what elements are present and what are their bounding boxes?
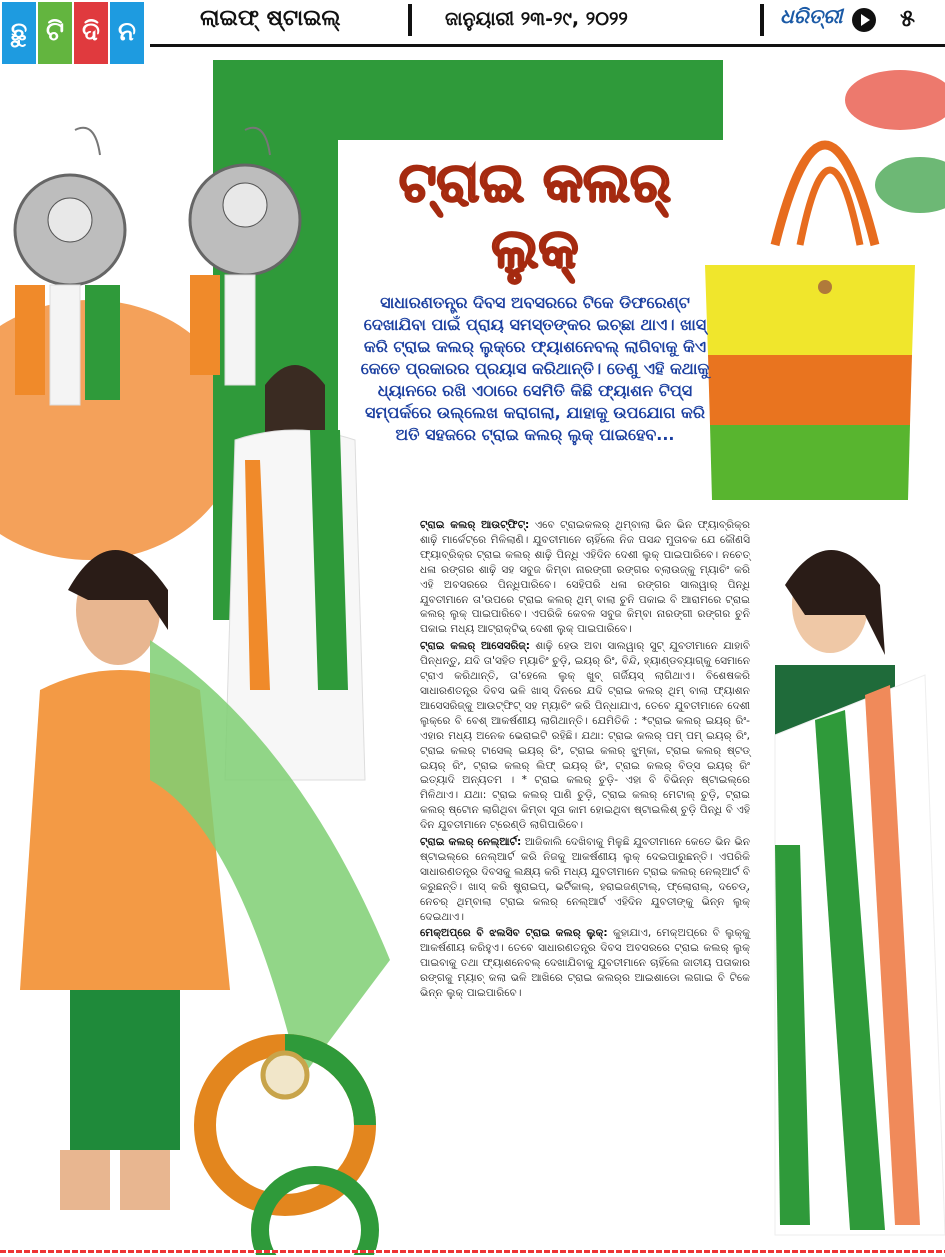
headline-line: ଲୁକ୍ (491, 217, 579, 280)
model-tricolor-saree-image (755, 545, 945, 1245)
play-icon (852, 8, 876, 32)
section-title: ଲାଇଫ୍ ଷ୍ଟାଇଲ୍ (200, 6, 341, 31)
article-body (420, 518, 750, 1003)
article-paragraph (420, 926, 750, 1001)
brand-logo: ଧରିତ୍ରୀ (780, 4, 843, 28)
divider (408, 4, 412, 36)
issue-date: ଜାନୁୟାରୀ ୨୩-୨୯, ୨୦୨୨ (445, 8, 628, 30)
article-paragraph (420, 639, 750, 833)
header-rule (150, 44, 945, 47)
article-text: କୁହାଯାଏ, ମେକ୍‌ଅପ୍‌ରେ ବି ଲୁକ୍‌କୁ ଆକର୍ଷଣୀୟ କରିହୁଏ। ତେବେ ସାଧାରଣତନ୍ତ୍ର ଦିବସ ଅବସରରେ ଟ୍ରାଇ କଲର୍ ଲୁକ୍ ପାଇବାକୁ ତଥା ଫ୍ୟାଶନେବଲ୍ ଦେଖାଯିବାକୁ ଯୁବତୀମାନେ ଚାହିଁଲେ ଜାତୀୟ ପତାକାର ରଙ୍ଗକୁ ମ୍ୟାଚ୍ କଲା ଭଳି ଆଖିରେ ଟ୍ରାଇ କଲର୍‌ର ଆଇଶାଡୋ ଲଗାଇ ବି ଟିକେ ଭିନ୍ନ ଲୁକ୍ ପାଇପାରିବେ। (420, 927, 750, 1000)
article-subheading: ଟ୍ରାଇ କଲର୍ ଆଉଟ୍‌ଫିଟ୍: (420, 519, 530, 531)
masthead-letter: ଛୁ (2, 2, 36, 64)
page-number: ୫ (900, 4, 915, 32)
tricolor-bangles-image (190, 1030, 420, 1255)
headline (340, 150, 730, 282)
article-paragraph (420, 518, 750, 637)
footer-rule (0, 1250, 945, 1253)
article-paragraph (420, 835, 750, 924)
article-text: ଶାଢ଼ି ହେଉ ଅବା ସାଲୱାର୍ ସୁଟ୍ ଯୁବତୀମାନେ ଯାହାବି ପିନ୍ଧନ୍ତୁ, ଯଦି ତା'ସହିତ ମ୍ୟାଚିଂ ଚୁଡ଼ି, ଇୟର୍ ରିଂ, ବିନ୍ଦି, ହ୍ୟାଣ୍ଡବ୍ୟାଗ୍‌କୁ ସେମାନେ ଟ୍ରାଏ କରିଥାନ୍ତି, ତା'ହେଲେ ଲୁକ୍ ଖୁବ୍ ଗର୍ଜିୟସ୍ ଲାଗିଥାଏ। ବିଶେଷକରି ସାଧାରଣତନ୍ତ୍ର ଦିବସ ଭଳି ଖାସ୍ ଦିନରେ ଯଦି ଟ୍ରାଇ କଲର୍ ଥିମ୍ ବାଲା ଫ୍ୟାଶନ ଆସେସରିଜ୍‌କୁ ଆଉଟ୍‌ଫିଟ୍ ସହ ମ୍ୟାଚିଂ କରି ପିନ୍ଧାଯାଏ, ତେବେ ଯୁବତୀମାନେ ଦେଶୀ ଲୁକ୍‌ରେ ବି ବେଶ୍ ଆକର୍ଷଣୀୟ ଲାଗିଥାନ୍ତି। ଯେମିତିକି : *ଟ୍ରାଇ କଲର୍ ଇୟର୍ ରିଂ- ଏହାର ମଧ୍ୟ ଅନେକ ଭେରାଇଟି ରହିଛି। ଯଥା: ଟ୍ରାଇ କଲର୍ ପମ୍ ପମ୍ ଇୟର୍ ରିଂ, ଟ୍ରାଇ କଲର୍ ଟାସେଲ୍ ଇୟର୍ ରିଂ, ଟ୍ରାଇ କଲର୍ ଝୁମ୍କା, ଟ୍ରାଇ କଲର୍ ଷ୍ଟଡ୍ ଇୟର୍ ରିଂ, ଟ୍ରାଇ କଲର୍ ଲିଫ୍ ଇୟର୍ ରିଂ, ଟ୍ରାଇ କଲର୍ ବିଡ୍ସ ଇୟର୍ ରିଂ ଇତ୍ୟାଦି ଅନ୍ୟତମ । * ଟ୍ରାଇ କଲର୍ ଚୁଡ଼ି- ଏହା ବି ବିଭିନ୍ନ ଷ୍ଟାଇଲ୍‌ରେ ମିଳିଥାଏ। ଯଥା: ଟ୍ରାଇ କଲର୍ ପାଣି ଚୁଡ଼ି, ଟ୍ରାଇ କଲର୍ ମେଟାଲ୍ ଚୁଡ଼ି, ଟ୍ରାଇ କଲର୍ ଷ୍ଟୋନ ଲାଗିଥିବା କିମ୍ବା ସୂତା କାମ ହୋଇଥିବା ଷ୍ଟାଇଲିଶ୍ ଚୁଡ଼ି ପିନ୍ଧି ବି ଏହି ଦିନ ଯୁବତୀମାନେ ଟ୍ରେଣ୍ଡି ଲାଗିପାରିବେ। (420, 640, 750, 832)
tricolor-handbag-image (690, 55, 945, 515)
article-subheading: ଟ୍ରାଇ କଲର୍ ଆସେସରିଜ୍: (420, 640, 530, 653)
intro-paragraph: ସାଧାରଣତନ୍ତ୍ର ଦିବସ ଅବସରରେ ଟିକେ ଡିଫରେଣ୍ଟ ଦେଖାଯିବା ପାଇଁ ପ୍ରାୟ ସମସ୍ତଙ୍କର ଇଚ୍ଛା ଥାଏ। ଖାସ୍ କରି ଟ୍ରାଇ କଲର୍ ଲୁକ୍‌ରେ ଫ୍ୟାଶନେବଲ୍ ଲାଗିବାକୁ କିଏ କେତେ ପ୍ରକାରର ପ୍ରୟାସ କରିଥାନ୍ତି। ତେଣୁ ଏହି କଥାକୁ ଧ୍ୟାନରେ ରଖି ଏଠାରେ ସେମିତି କିଛି ଫ୍ୟାଶନ ଟିପ୍ସ ସମ୍ପର୍କରେ ଉଲ୍ଲେଖ କରାଗଲା, ଯାହାକୁ ଉପଯୋଗ କରି ଅତି ସହଜରେ ଟ୍ରାଇ କଲର୍ ଲୁକ୍ ପାଇହେବ... (360, 293, 710, 444)
article-text: ଆଜିକାଲି ଦେଖିବାକୁ ମିଳୁଛି ଯୁବତୀମାନେ କେତେ ଭିନ ଭିନ ଷ୍ଟାଇଲ୍‌ରେ ନେଲ୍‌ଆର୍ଟ କରି ନିଜକୁ ଆକର୍ଷଣୀୟ ଲୁକ୍ ଦେଇପାରୁଛନ୍ତି। ଏପରିକି ସାଧାରଣତନ୍ତ୍ର ଦିବସକୁ ଲକ୍ଷ୍ୟ କରି ମଧ୍ୟ ଯୁବତୀମାନେ ଟ୍ରାଇ କଲର୍ ନେଲ୍‌ଆର୍ଟ ବି କରୁଛନ୍ତି। ଖାସ୍ କରି ଷ୍ଟ୍ରାଇପ୍, ଭର୍ଟିକାଲ୍, ହରାଇଜଣ୍ଟାଲ୍, ଫ୍ଲୋରାଲ୍, ଦଚେଡ୍, ନେଚର୍ ଥିମ୍‌ବାଲା ଟ୍ରାଇ କଲର୍ ନେଲ୍‌ଆର୍ଟ ଏହିଦିନ ଯୁବତୀଙ୍କୁ ଭିନ୍ନ ଲୁକ୍ ଦେଇଥାଏ। (420, 836, 751, 923)
masthead-letter: ଦି (74, 2, 108, 64)
headline-line: ଟ୍ରାଇ କଲର୍ (399, 151, 671, 214)
article-subheading: ଟ୍ରାଇ କଲର୍ ନେଲ୍‌ଆର୍ଟ: (420, 836, 522, 849)
article-text: ଏବେ ଟ୍ରାଇକଲର୍ ଥିମ୍‌ବାଲା ଭିନ ଭିନ ଫ୍ୟାବ୍ରିକ୍‌ର ଶାଢ଼ି ମାର୍କେଟ୍‌ରେ ମିଳିଲାଣି। ଯୁବତୀମାନେ ଚାହିଁଲେ ନିଜ ପସନ୍ଦ ମୁତାବକ ଯେ କୌଣସି ଫ୍ୟାବ୍ରିକ୍‌ର ଟ୍ରାଇ କଲର୍ ଶାଢ଼ି ପିନ୍ଧି ଏହିଦିନ ଦେଶୀ ଲୁକ୍ ପାଇପାରିବେ। ନଚେତ୍ ଧଳା ରଙ୍ଗର ଶାଢ଼ି ସହ ସବୁଜ କିମ୍ବା ନାରଙ୍ଗୀ ରଙ୍ଗର ବ୍ଲାଉଜ୍‌କୁ ମ୍ୟାଚିଂ କରି ଏହି ଅବସରରେ ପିନ୍ଧିପାରିବେ। ସେହିପରି ଧଳା ରଙ୍ଗର ସାଲୱାର୍ ପିନ୍ଧି ଯୁବତୀମାନେ ତା'ଉପରେ ଟ୍ରାଇ କଲର୍ ଥିମ୍ ବାଲା ଚୁନି ପକାଇ ବି ଆରାମରେ ଟ୍ରାଇ କଲର୍ ଲୁକ୍ ପାଇପାରିବେ। ଏପରିକି କେବଳ ସବୁଜ କିମ୍ବା ନାରଙ୍ଗୀ ରଙ୍ଗର ଚୁନି ପକାଇ ମଧ୍ୟ ଆଟ୍ରାକ୍ଟିଭ୍ ଦେଶୀ ଲୁକ୍ ପାଇପାରିବେ। (420, 519, 750, 636)
article-subheading: ମେକ୍‌ଅପ୍‌ରେ ବି ଝଲସିବ ଟ୍ରାଇ କଲର୍ ଲୁକ୍: (420, 927, 608, 940)
masthead-letter: ନ (110, 2, 144, 64)
masthead-letter: ଟି (38, 2, 72, 64)
divider (760, 4, 764, 36)
